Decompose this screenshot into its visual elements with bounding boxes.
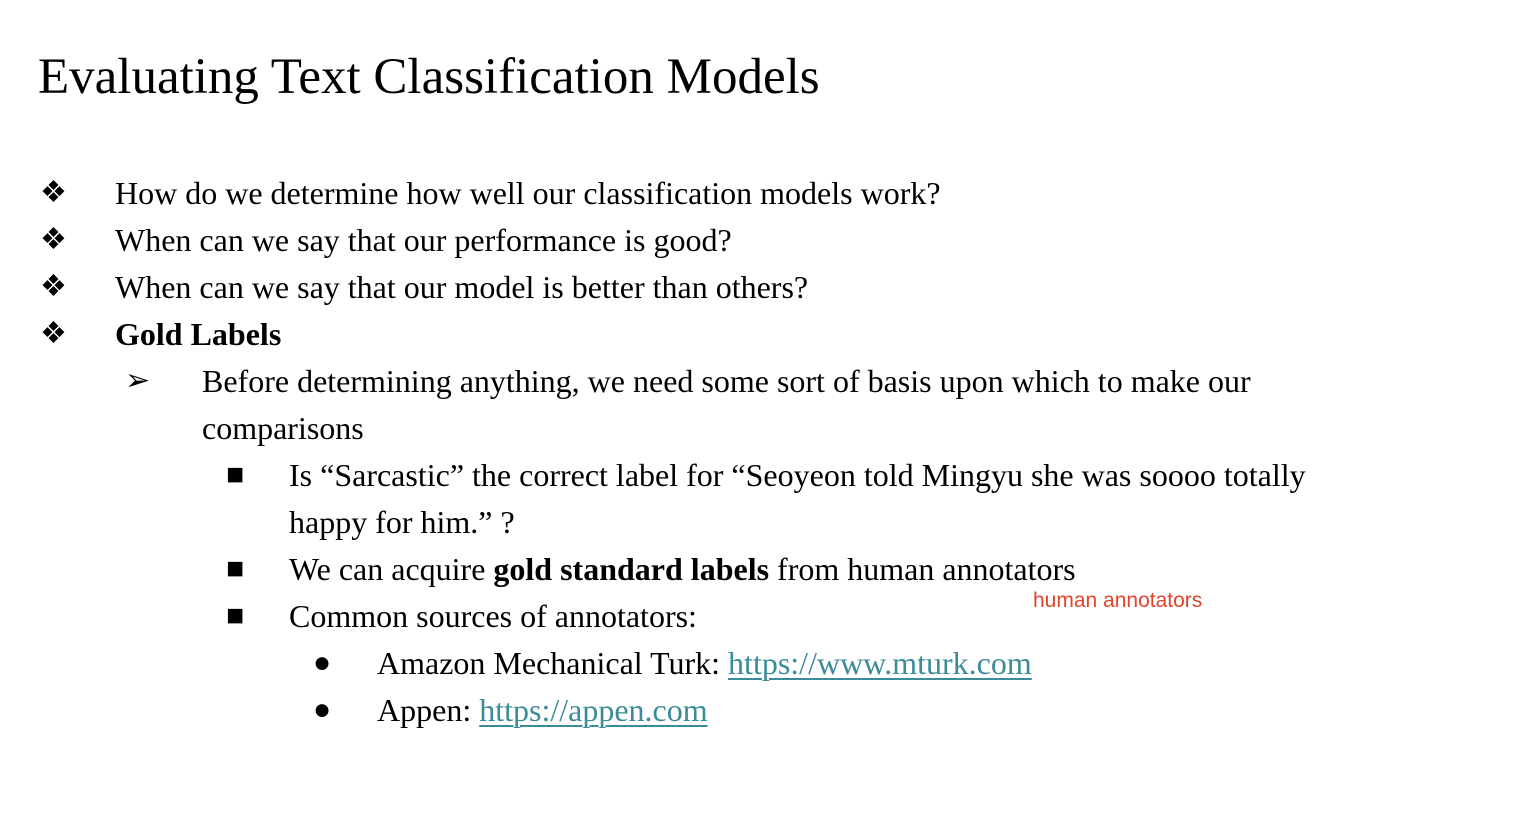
bullet-item-how-well: How do we determine how well our classification models work? — [115, 175, 941, 211]
bullet-item-gold-labels: Gold Labels — [115, 316, 282, 352]
sarcastic-question-line2: happy for him.” ? — [289, 504, 515, 540]
source-appen — [377, 690, 708, 730]
diamond-bullet-icon: ❖ — [40, 317, 67, 350]
source-mturk — [377, 643, 1032, 683]
gold-standard-line — [289, 549, 1076, 589]
gold-standard-prefix: We can acquire — [289, 551, 494, 587]
arrow-bullet-icon: ➢ — [125, 364, 151, 397]
bullet-item-performance-good: When can we say that our performance is good? — [115, 222, 732, 258]
gold-standard-bold: gold standard labels — [493, 551, 770, 587]
square-bullet-icon: ■ — [226, 458, 245, 491]
diamond-bullet-icon: ❖ — [40, 176, 67, 209]
gold-standard-suffix: from human annotators — [769, 551, 1076, 587]
bullet-item-better-than-others: When can we say that our model is better than others? — [115, 269, 809, 305]
annotation-note: human annotators — [1033, 589, 1203, 612]
slide-title: Evaluating Text Classification Models — [38, 49, 820, 105]
appen-link[interactable]: https://appen.com — [479, 692, 708, 728]
source-mturk-label: Amazon Mechanical Turk: — [377, 645, 729, 681]
mturk-link[interactable]: https://www.mturk.com — [728, 645, 1032, 681]
basis-point-line1: Before determining anything, we need some sort of basis upon which to make our — [202, 363, 1251, 399]
diamond-bullet-icon: ❖ — [40, 270, 67, 303]
square-bullet-icon: ■ — [226, 599, 245, 632]
annotator-sources-intro: Common sources of annotators: — [289, 598, 697, 634]
square-bullet-icon: ■ — [226, 552, 245, 585]
diamond-bullet-icon: ❖ — [40, 223, 67, 256]
round-bullet-icon: ● — [313, 646, 332, 679]
sarcastic-question-line1: Is “Sarcastic” the correct label for “Seoyeon told Mingyu she was soooo totally — [289, 457, 1306, 493]
basis-point-line2: comparisons — [202, 410, 364, 446]
source-appen-label: Appen: — [377, 692, 480, 728]
round-bullet-icon: ● — [313, 693, 332, 726]
